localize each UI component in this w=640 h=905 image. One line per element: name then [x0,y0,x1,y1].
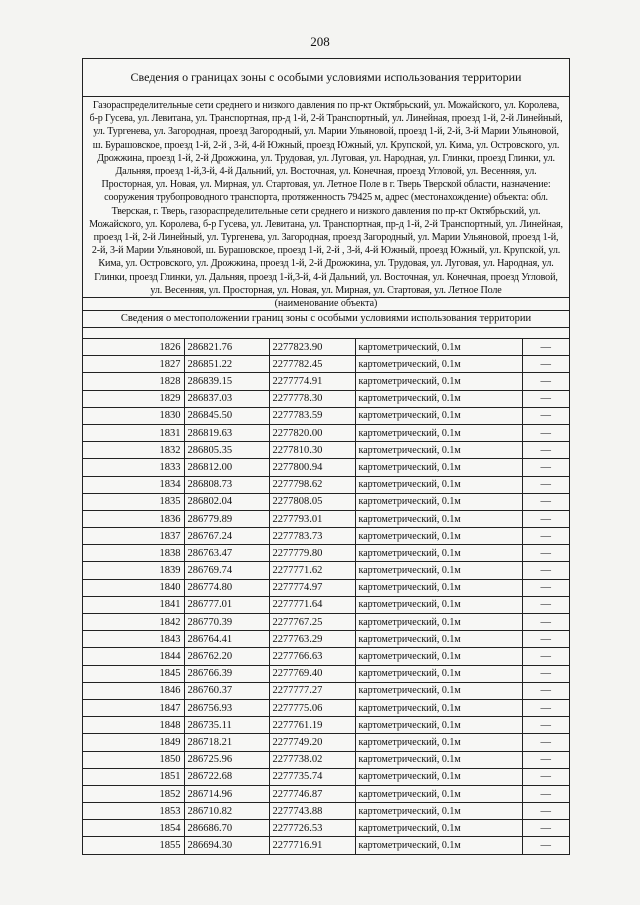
point-number-cell: 1832 [83,442,184,459]
x-coordinate-cell: 286725.96 [184,751,269,768]
object-name-caption: (наименование объекта) [83,297,569,311]
x-coordinate-cell: 286767.24 [184,528,269,545]
table-row [83,459,569,476]
x-coordinate-cell: 286777.01 [184,596,269,613]
point-number-cell: 1842 [83,614,184,631]
note-cell: — [522,614,569,631]
note-cell: — [522,785,569,802]
note-cell: — [522,493,569,510]
table-header-spacer [83,328,569,339]
table-row [83,373,569,390]
y-coordinate-cell: 2277774.97 [269,579,355,596]
table-row [83,545,569,562]
table-row [83,442,569,459]
object-description: Газораспределительные сети среднего и низкого давления по пр-кт Октябрьский, ул. Можайского, ул. Королева, б-р Гусева, ул. Левитана, ул. Транспортная, пр-д 1-й, 2-й Транспортный, ул. Линейная, проезд 1-й, 2-й Линейный, ул. Тургенева, ул. Загородная, проезд Загородный, ул. Марии Ульяновой, проезд 1-й, 2-й, 3-й Марии Ульяновой, ш. Бурашовское, проезд 1-й, 2-й , 3-й, 4-й Южный, проезд Южный, ул. Крупской, ул. Кима, ул. Островского, ул. Дрожжина, проезд 1-й, 2-й Дрожжина, ул. Трудовая, ул. Луговая, ул. Народная, ул. Глинки, проезд Глинки, ул. Дальняя, проезд 1-й,3-й, 4-й Дальний, ул. Восточная, ул. Конечная, проезд Угловой, ул. Весенняя, ул. Просторная, ул. Новая, ул. Мирная, ул. Стартовая, ул. Летное Поле в г. Тверь Тверской области, назначение: сооружения трубопроводного транспорта, протяженность 79425 м, адрес (местонахождение) объекта: обл. Тверская, г. Тверь, газораспределительные сети среднего и низкого давления по пр-кт Октябрьский, ул. Можайского, ул. Королева, б-р Гусева, ул. Левитана, ул. Транспортная, пр-д 1-й, 2-й Транспортный, ул. Линейная, проезд 1-й, 2-й Линейный, ул. Тургенева, ул. Загородная, проезд Загородный, ул. Марии Ульяновой, проезд 1-й, 2-й, 3-й Марии Ульяновой, ш. Бурашовское, проезд 1-й, 2-й , 3-й, 4-й Южный, проезд Южный, ул. Крупской, ул. Кима, ул. Островского, ул. Дрожжина, проезд 1-й, 2-й Дрожжина, ул. Трудовая, ул. Луговая, ул. Народная, ул. Глинки, проезд Глинки, ул. Дальняя, проезд 1-й,3-й, 4-й Дальний, ул. Восточная, ул. Конечная, проезд Угловой, ул. Весенняя, ул. Просторная, ул. Новая, ул. Мирная, ул. Стартовая, ул. Летное Поле [89,100,563,296]
x-coordinate-cell: 286805.35 [184,442,269,459]
method-cell: картометрический, 0.1м [355,837,522,854]
method-cell: картометрический, 0.1м [355,579,522,596]
point-number-cell: 1828 [83,373,184,390]
table-row [83,528,569,545]
method-cell: картометрический, 0.1м [355,631,522,648]
point-number-cell: 1830 [83,407,184,424]
note-cell: — [522,459,569,476]
y-coordinate-cell: 2277771.62 [269,562,355,579]
method-cell: картометрический, 0.1м [355,699,522,716]
y-coordinate-cell: 2277808.05 [269,493,355,510]
table-row [83,493,569,510]
x-coordinate-cell: 286694.30 [184,837,269,854]
note-cell: — [522,528,569,545]
point-number-cell: 1840 [83,579,184,596]
x-coordinate-cell: 286839.15 [184,373,269,390]
table-row [83,717,569,734]
method-cell: картометрический, 0.1м [355,339,522,356]
note-cell: — [522,510,569,527]
y-coordinate-cell: 2277726.53 [269,820,355,837]
y-coordinate-cell: 2277782.45 [269,356,355,373]
method-cell: картометрический, 0.1м [355,751,522,768]
table-row [83,734,569,751]
note-cell: — [522,390,569,407]
method-cell: картометрический, 0.1м [355,510,522,527]
method-cell: картометрический, 0.1м [355,803,522,820]
x-coordinate-cell: 286774.80 [184,579,269,596]
table-row [83,768,569,785]
x-coordinate-cell: 286821.76 [184,339,269,356]
method-cell: картометрический, 0.1м [355,528,522,545]
y-coordinate-cell: 2277775.06 [269,699,355,716]
point-number-cell: 1845 [83,665,184,682]
y-coordinate-cell: 2277774.91 [269,373,355,390]
table-row [83,407,569,424]
method-cell: картометрический, 0.1м [355,493,522,510]
y-coordinate-cell: 2277783.73 [269,528,355,545]
method-cell: картометрический, 0.1м [355,562,522,579]
point-number-cell: 1826 [83,339,184,356]
table-row [83,803,569,820]
y-coordinate-cell: 2277766.63 [269,648,355,665]
note-cell: — [522,339,569,356]
note-cell: — [522,682,569,699]
note-cell: — [522,699,569,716]
y-coordinate-cell: 2277800.94 [269,459,355,476]
x-coordinate-cell: 286812.00 [184,459,269,476]
y-coordinate-cell: 2277738.02 [269,751,355,768]
method-cell: картометрический, 0.1м [355,734,522,751]
table-row [83,579,569,596]
table-row [83,510,569,527]
note-cell: — [522,820,569,837]
x-coordinate-cell: 286851.22 [184,356,269,373]
table-row [83,665,569,682]
table-row [83,424,569,441]
point-number-cell: 1849 [83,734,184,751]
y-coordinate-cell: 2277761.19 [269,717,355,734]
note-cell: — [522,717,569,734]
point-number-cell: 1827 [83,356,184,373]
point-number-cell: 1844 [83,648,184,665]
x-coordinate-cell: 286718.21 [184,734,269,751]
y-coordinate-cell: 2277820.00 [269,424,355,441]
method-cell: картометрический, 0.1м [355,682,522,699]
note-cell: — [522,768,569,785]
table-row [83,751,569,768]
note-cell: — [522,665,569,682]
x-coordinate-cell: 286819.63 [184,424,269,441]
x-coordinate-cell: 286802.04 [184,493,269,510]
method-cell: картометрический, 0.1м [355,596,522,613]
table-row [83,562,569,579]
note-cell: — [522,837,569,854]
x-coordinate-cell: 286808.73 [184,476,269,493]
point-number-cell: 1848 [83,717,184,734]
method-cell: картометрический, 0.1м [355,424,522,441]
point-number-cell: 1831 [83,424,184,441]
table-row [83,614,569,631]
table-row [83,785,569,802]
note-cell: — [522,803,569,820]
point-number-cell: 1841 [83,596,184,613]
y-coordinate-cell: 2277779.80 [269,545,355,562]
note-cell: — [522,424,569,441]
table-row [83,339,569,356]
y-coordinate-cell: 2277746.87 [269,785,355,802]
method-cell: картометрический, 0.1м [355,407,522,424]
table-row [83,390,569,407]
x-coordinate-cell: 286760.37 [184,682,269,699]
table-row [83,476,569,493]
table-row [83,648,569,665]
page-number: 208 [310,34,330,49]
x-coordinate-cell: 286722.68 [184,768,269,785]
note-cell: — [522,631,569,648]
y-coordinate-cell: 2277743.88 [269,803,355,820]
document-title: Сведения о границах зоны с особыми условиями использования территории [83,59,569,97]
x-coordinate-cell: 286764.41 [184,631,269,648]
y-coordinate-cell: 2277793.01 [269,510,355,527]
table-row [83,356,569,373]
x-coordinate-cell: 286766.39 [184,665,269,682]
method-cell: картометрический, 0.1м [355,545,522,562]
point-number-cell: 1847 [83,699,184,716]
note-cell: — [522,734,569,751]
zone-boundary-document [82,58,570,855]
y-coordinate-cell: 2277771.64 [269,596,355,613]
point-number-cell: 1853 [83,803,184,820]
note-cell: — [522,596,569,613]
point-number-cell: 1854 [83,820,184,837]
method-cell: картометрический, 0.1м [355,614,522,631]
table-row [83,820,569,837]
point-number-cell: 1852 [83,785,184,802]
x-coordinate-cell: 286763.47 [184,545,269,562]
y-coordinate-cell: 2277735.74 [269,768,355,785]
table-row [83,837,569,854]
note-cell: — [522,579,569,596]
y-coordinate-cell: 2277778.30 [269,390,355,407]
y-coordinate-cell: 2277769.40 [269,665,355,682]
point-number-cell: 1838 [83,545,184,562]
x-coordinate-cell: 286735.11 [184,717,269,734]
note-cell: — [522,407,569,424]
method-cell: картометрический, 0.1м [355,459,522,476]
point-number-cell: 1836 [83,510,184,527]
x-coordinate-cell: 286837.03 [184,390,269,407]
table-row [83,596,569,613]
y-coordinate-cell: 2277823.90 [269,339,355,356]
y-coordinate-cell: 2277767.25 [269,614,355,631]
method-cell: картометрический, 0.1м [355,717,522,734]
note-cell: — [522,356,569,373]
coordinates-table [83,339,569,854]
method-cell: картометрический, 0.1м [355,665,522,682]
method-cell: картометрический, 0.1м [355,768,522,785]
method-cell: картометрический, 0.1м [355,648,522,665]
x-coordinate-cell: 286779.89 [184,510,269,527]
y-coordinate-cell: 2277798.62 [269,476,355,493]
y-coordinate-cell: 2277810.30 [269,442,355,459]
x-coordinate-cell: 286710.82 [184,803,269,820]
table-row [83,631,569,648]
x-coordinate-cell: 286756.93 [184,699,269,716]
x-coordinate-cell: 286714.96 [184,785,269,802]
note-cell: — [522,648,569,665]
note-cell: — [522,476,569,493]
y-coordinate-cell: 2277783.59 [269,407,355,424]
method-cell: картометрический, 0.1м [355,785,522,802]
point-number-cell: 1855 [83,837,184,854]
note-cell: — [522,545,569,562]
point-number-cell: 1843 [83,631,184,648]
point-number-cell: 1839 [83,562,184,579]
y-coordinate-cell: 2277716.91 [269,837,355,854]
point-number-cell: 1851 [83,768,184,785]
point-number-cell: 1834 [83,476,184,493]
method-cell: картометрический, 0.1м [355,820,522,837]
note-cell: — [522,751,569,768]
x-coordinate-cell: 286762.20 [184,648,269,665]
point-number-cell: 1837 [83,528,184,545]
point-number-cell: 1835 [83,493,184,510]
y-coordinate-cell: 2277749.20 [269,734,355,751]
table-row [83,682,569,699]
x-coordinate-cell: 286845.50 [184,407,269,424]
coordinates-table-body [83,339,569,854]
y-coordinate-cell: 2277763.29 [269,631,355,648]
y-coordinate-cell: 2277777.27 [269,682,355,699]
note-cell: — [522,562,569,579]
point-number-cell: 1829 [83,390,184,407]
method-cell: картометрический, 0.1м [355,390,522,407]
point-number-cell: 1850 [83,751,184,768]
note-cell: — [522,442,569,459]
point-number-cell: 1846 [83,682,184,699]
x-coordinate-cell: 286769.74 [184,562,269,579]
table-row [83,699,569,716]
method-cell: картометрический, 0.1м [355,373,522,390]
location-caption: Сведения о местоположении границ зоны с особыми условиями использования территории [83,311,569,328]
method-cell: картометрический, 0.1м [355,442,522,459]
note-cell: — [522,373,569,390]
point-number-cell: 1833 [83,459,184,476]
x-coordinate-cell: 286770.39 [184,614,269,631]
method-cell: картометрический, 0.1м [355,356,522,373]
x-coordinate-cell: 286686.70 [184,820,269,837]
method-cell: картометрический, 0.1м [355,476,522,493]
